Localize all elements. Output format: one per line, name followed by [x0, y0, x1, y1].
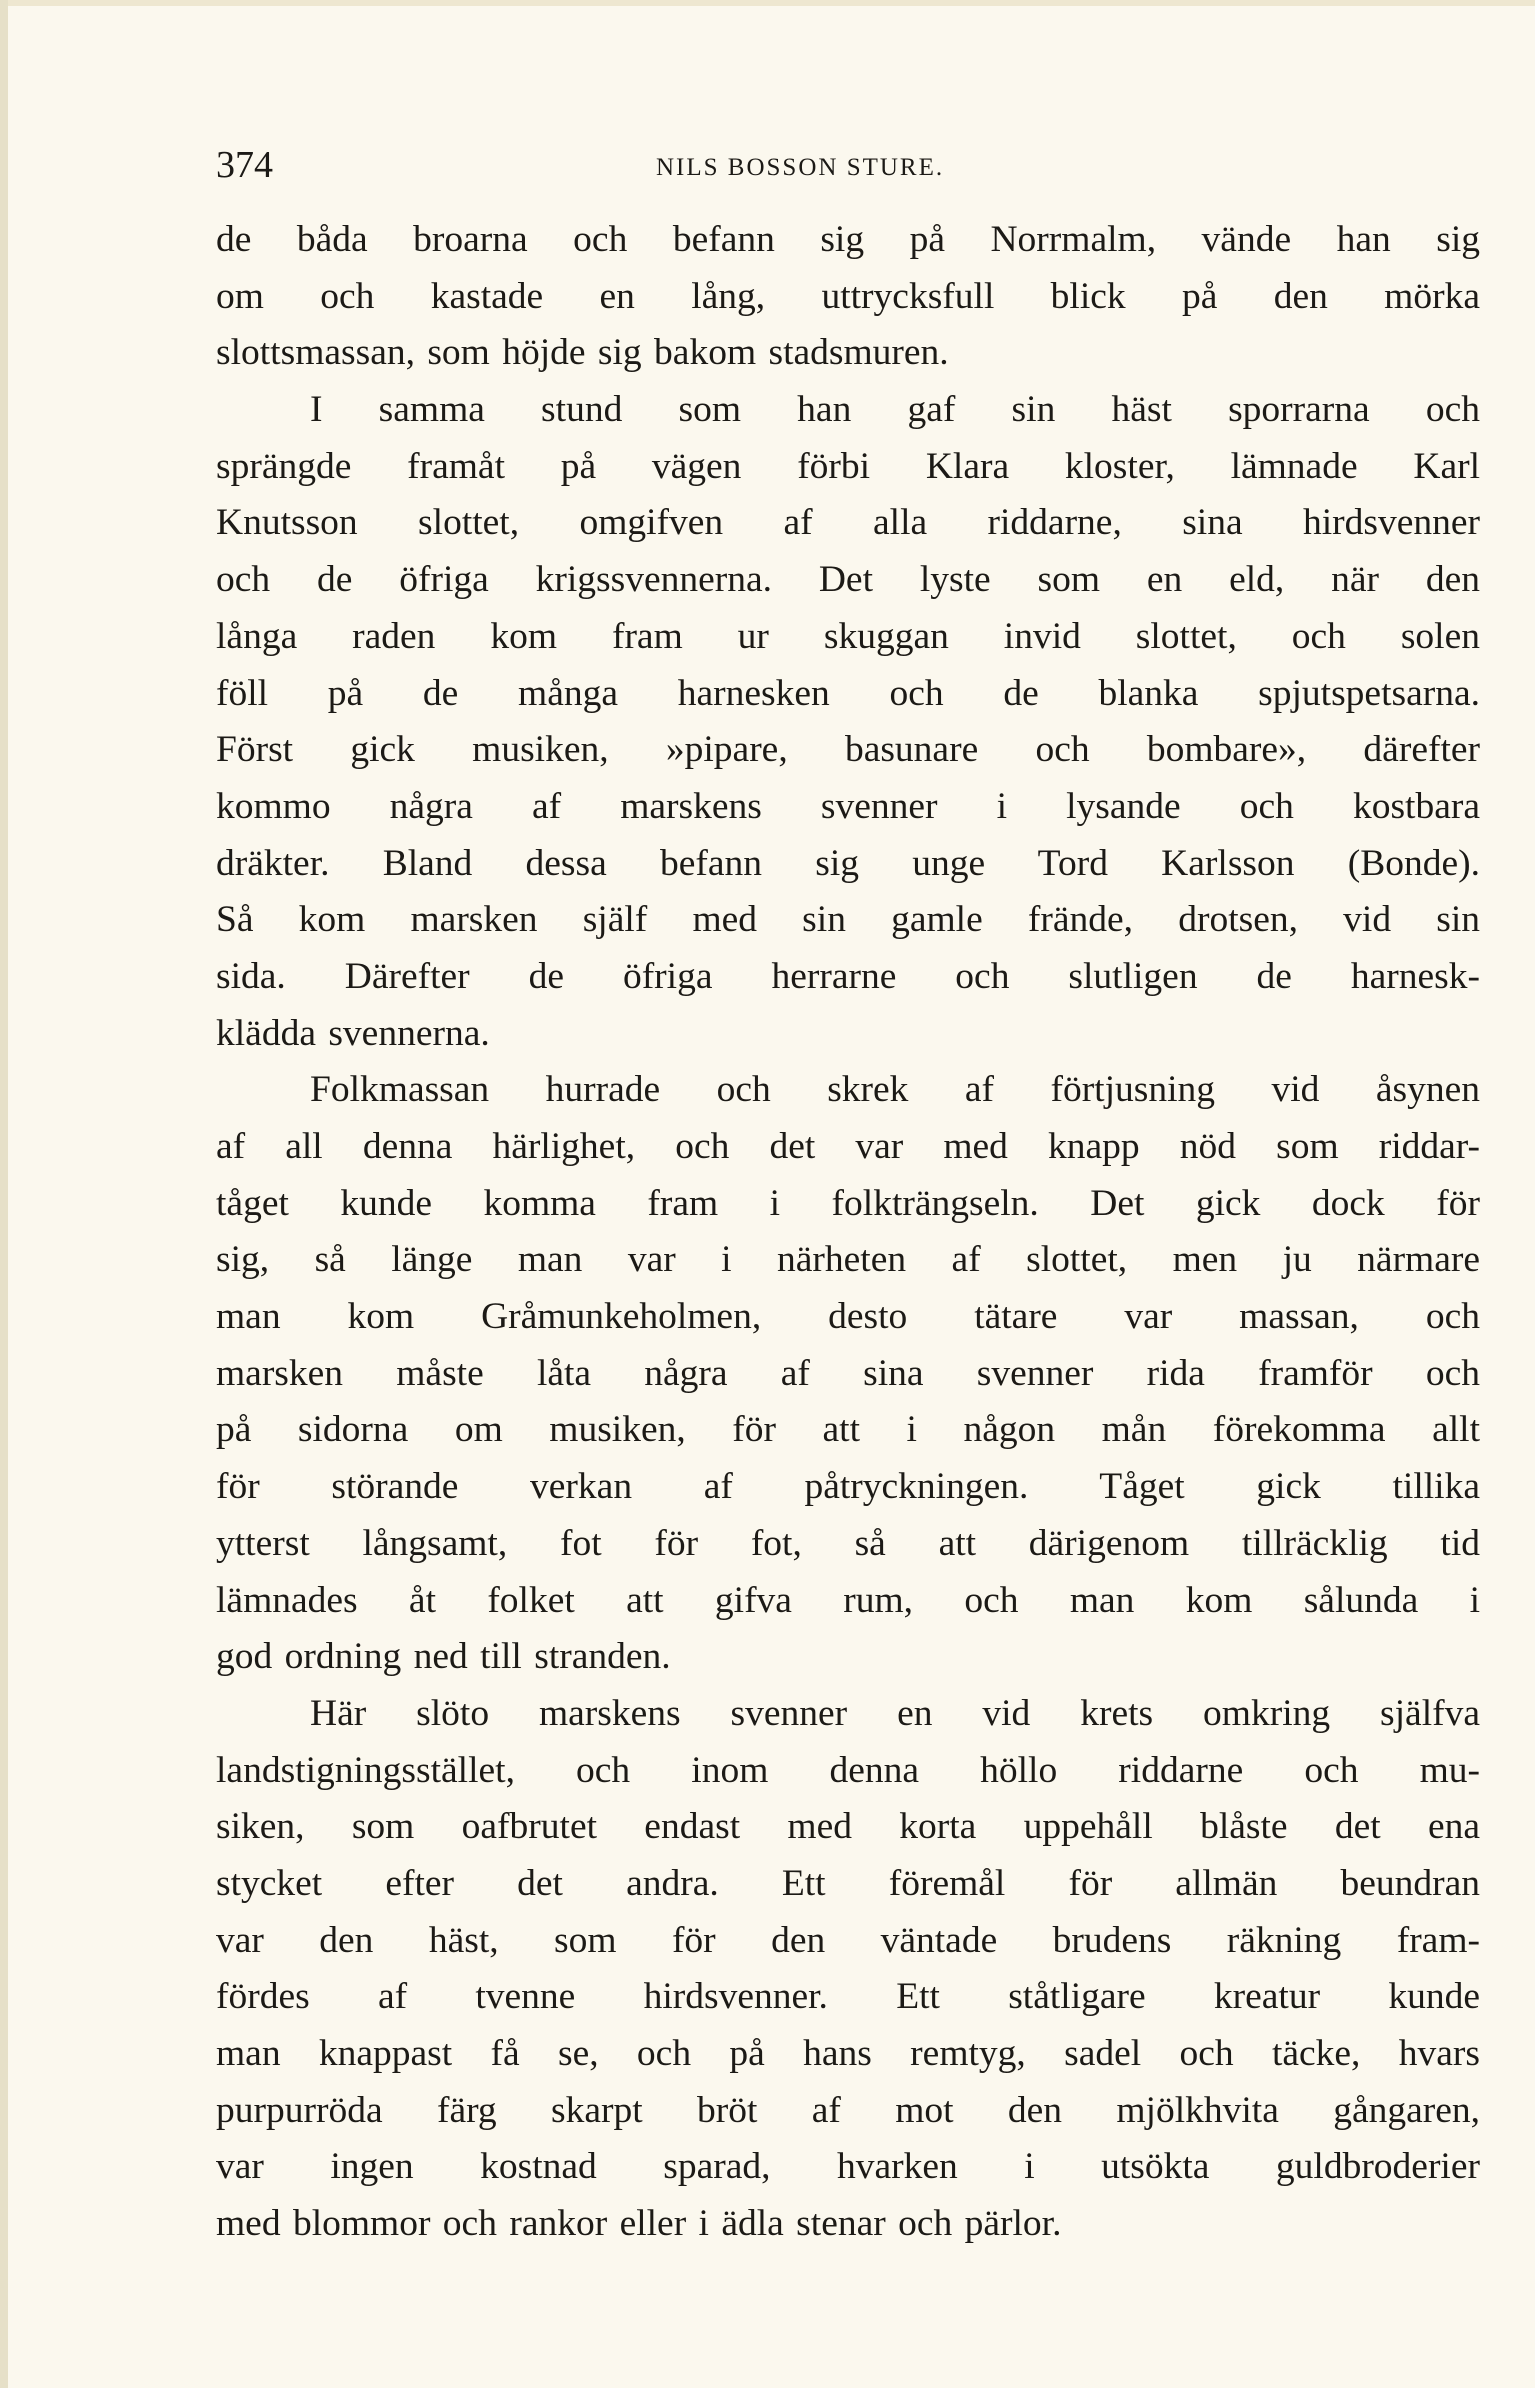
- text-line: Först gick musiken, »pipare, basunare och bombare», därefter: [216, 729, 1480, 771]
- text-line: var den häst, som för den väntade brudens räkning fram-: [216, 1919, 1480, 1961]
- text-line: Knutsson slottet, omgifven af alla riddarne, sina hirdsvenner: [216, 502, 1480, 544]
- text-line: dräkter. Bland dessa befann sig unge Tord Karlsson (Bonde).: [216, 842, 1480, 884]
- page-number: 374: [216, 144, 273, 186]
- text-line: ytterst långsamt, fot för fot, så att därigenom tillräcklig tid: [216, 1522, 1480, 1564]
- paragraph-first-line: Här slöto marskens svenner en vid krets omkring själfva: [310, 1692, 1480, 1734]
- text-line: om och kastade en lång, uttrycksfull blick på den mörka: [216, 275, 1480, 317]
- text-line: siken, som oafbrutet endast med korta uppehåll blåste det ena: [216, 1806, 1480, 1848]
- text-line: landstigningsstället, och inom denna höllo riddarne och mu-: [216, 1749, 1480, 1791]
- page-edge-top: [0, 0, 1535, 6]
- page-edge-left: [0, 0, 8, 2388]
- text-line: föll på de många harnesken och de blanka spjutspetsarna.: [216, 672, 1480, 714]
- text-line: man kom Gråmunkeholmen, desto tätare var massan, och: [216, 1296, 1480, 1338]
- text-line: af all denna härlighet, och det var med knapp nöd som riddar-: [216, 1126, 1480, 1167]
- text-line: på sidorna om musiken, för att i någon mån förekomma allt: [216, 1409, 1480, 1451]
- paragraph-first-line: I samma stund som han gaf sin häst sporrarna och: [310, 389, 1480, 431]
- text-line: marsken måste låta några af sina svenner rida framför och: [216, 1352, 1480, 1394]
- text-line: för störande verkan af påtryckningen. Tåget gick tillika: [216, 1466, 1480, 1508]
- body-text: [216, 212, 1480, 2253]
- text-line: man knappast få se, och på hans remtyg, sadel och täcke, hvars: [216, 2033, 1480, 2074]
- text-line: Så kom marsken själf med sin gamle frände, drotsen, vid sin: [216, 899, 1480, 941]
- running-head: [216, 142, 1480, 192]
- text-line: långa raden kom fram ur skuggan invid slottet, och solen: [216, 615, 1480, 657]
- text-line: kommo några af marskens svenner i lysande och kostbara: [216, 785, 1480, 827]
- text-line: tåget kunde komma fram i folkträngseln. Det gick dock för: [216, 1182, 1480, 1224]
- text-line: med blommor och rankor eller i ädla stenar och pärlor.: [216, 2203, 1062, 2245]
- text-line: sida. Därefter de öfriga herrarne och slutligen de harnesk-: [216, 955, 1480, 997]
- text-line: lämnades åt folket att gifva rum, och man kom sålunda i: [216, 1579, 1480, 1621]
- text-line: fördes af tvenne hirdsvenner. Ett ståtligare kreatur kunde: [216, 1976, 1480, 2018]
- text-line: slottsmassan, som höjde sig bakom stadsmuren.: [216, 332, 949, 374]
- text-line: sprängde framåt på vägen förbi Klara kloster, lämnade Karl: [216, 445, 1480, 487]
- text-line: purpurröda färg skarpt bröt af mot den mjölkhvita gångaren,: [216, 2089, 1480, 2131]
- text-line: klädda svennerna.: [216, 1012, 490, 1054]
- text-line: god ordning ned till stranden.: [216, 1636, 671, 1678]
- text-line: stycket efter det andra. Ett föremål för allmän beundran: [216, 1862, 1480, 1904]
- running-title: NILS BOSSON STURE.: [656, 154, 945, 181]
- text-line: sig, så länge man var i närheten af slottet, men ju närmare: [216, 1239, 1480, 1281]
- text-line: var ingen kostnad sparad, hvarken i utsökta guldbroderier: [216, 2146, 1480, 2188]
- text-line: de båda broarna och befann sig på Norrmalm, vände han sig: [216, 219, 1480, 260]
- text-line: och de öfriga krigssvennerna. Det lyste som en eld, när den: [216, 559, 1480, 601]
- paragraph-first-line: Folkmassan hurrade och skrek af förtjusning vid åsynen: [310, 1069, 1480, 1111]
